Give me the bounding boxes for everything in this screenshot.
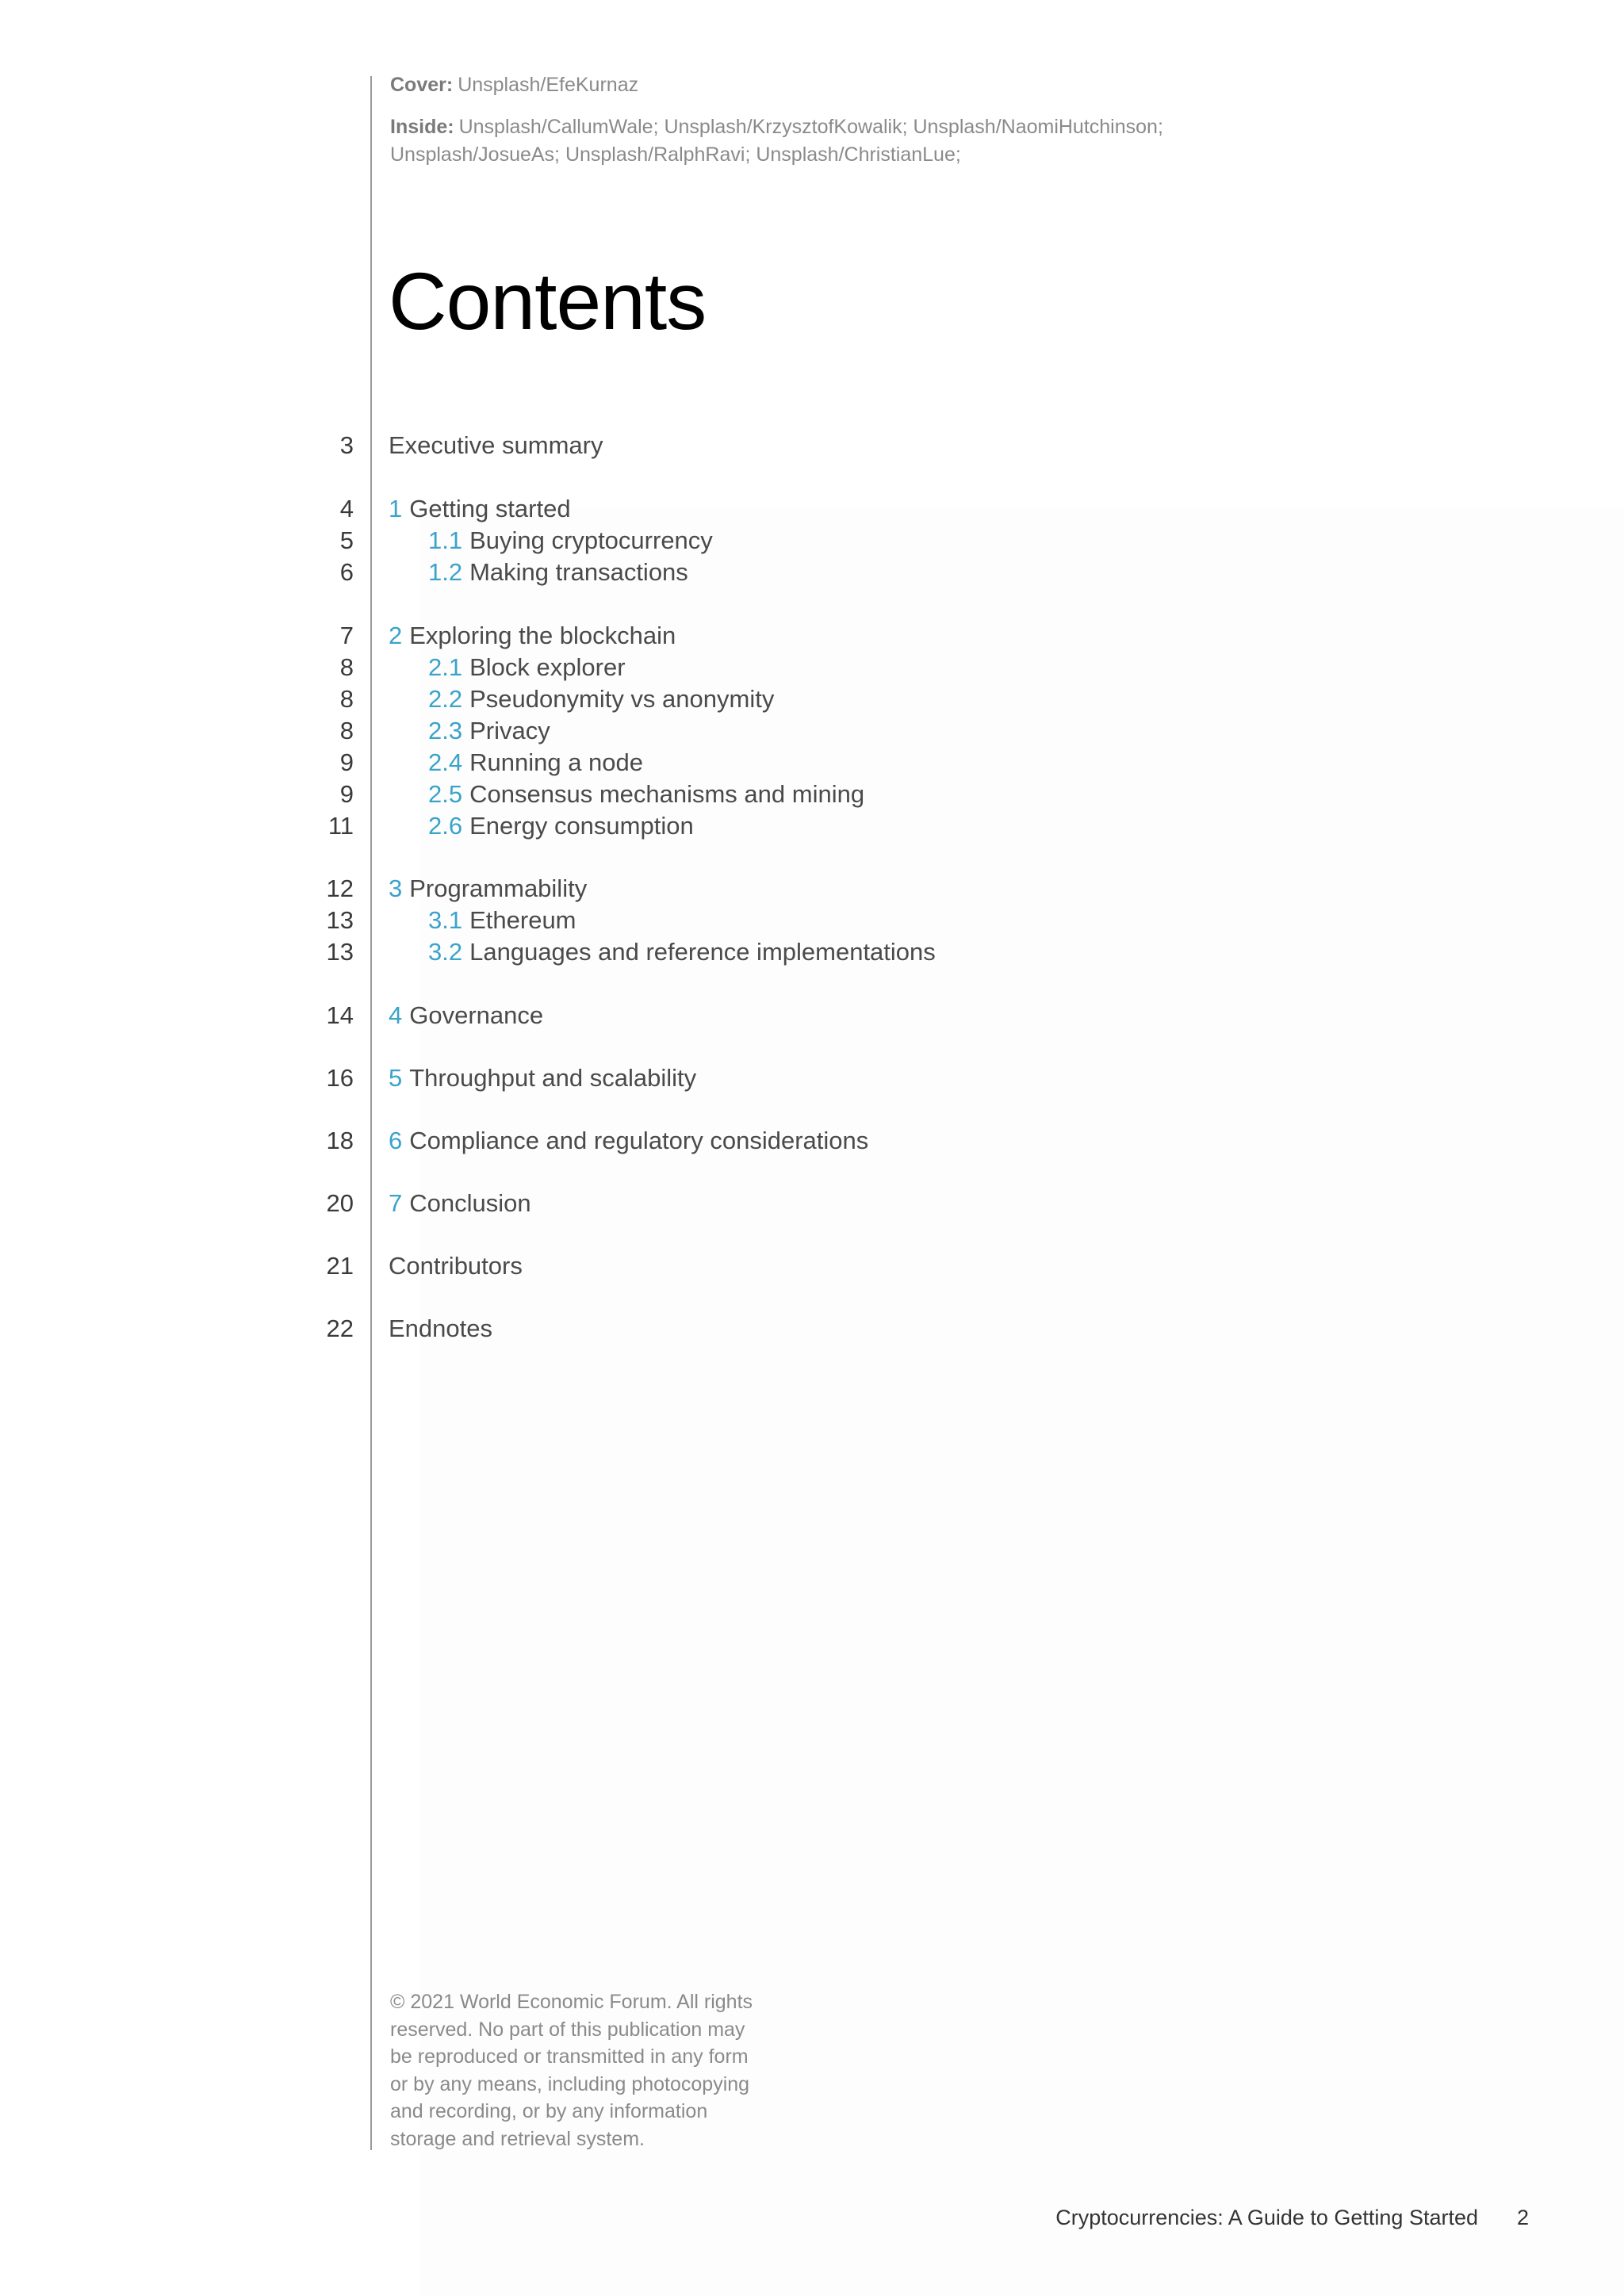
toc-entry[interactable] (428, 905, 576, 936)
toc-entry[interactable] (428, 747, 643, 779)
cover-credit-label: Cover: (390, 74, 454, 96)
toc-entry[interactable] (389, 873, 587, 905)
toc-row[interactable] (0, 683, 1624, 715)
toc-section-number: 3.2 (428, 938, 463, 966)
toc-row[interactable] (0, 557, 1624, 588)
photo-credits (390, 71, 1262, 183)
toc-row[interactable] (0, 652, 1624, 683)
toc-section-label: Energy consumption (469, 812, 694, 840)
toc-entry[interactable] (428, 810, 694, 842)
copyright-line: and recording, or by any information (390, 2100, 708, 2122)
toc-page-number: 3 (339, 431, 354, 459)
toc-page-number: 20 (326, 1189, 354, 1217)
toc-section-number: 6 (389, 1127, 403, 1154)
copyright-line: storage and retrieval system. (390, 2127, 645, 2150)
toc-entry[interactable] (428, 715, 550, 747)
toc-section-number: 4 (389, 1001, 403, 1029)
toc-page-number: 22 (326, 1314, 354, 1342)
toc-section-number: 2 (389, 622, 403, 649)
page-footer (793, 2204, 1529, 2231)
toc-section-label: Ethereum (469, 906, 576, 934)
toc-section-label: Exploring the blockchain (409, 622, 676, 649)
toc-section-number: 2.5 (428, 780, 463, 808)
toc-section-label: Block explorer (469, 653, 626, 681)
toc-section-number: 2.3 (428, 717, 463, 744)
toc-section-number: 2.6 (428, 812, 463, 840)
toc-page-number: 21 (326, 1252, 354, 1280)
inside-credit (390, 113, 1262, 169)
footer-document-title: Cryptocurrencies: A Guide to Getting Started (1055, 2206, 1478, 2229)
toc-section-label: Consensus mechanisms and mining (469, 780, 865, 808)
toc-entry[interactable] (389, 1188, 531, 1219)
toc-row[interactable] (0, 715, 1624, 747)
toc-page-number: 6 (339, 558, 354, 586)
toc-page-number: 9 (339, 748, 354, 776)
toc-page-number: 9 (339, 780, 354, 808)
toc-row[interactable] (0, 430, 1624, 461)
toc-page-number: 13 (326, 938, 354, 966)
toc-section-label: Getting started (409, 495, 571, 522)
toc-row[interactable] (0, 1125, 1624, 1157)
toc-row[interactable] (0, 525, 1624, 557)
toc-row[interactable] (0, 493, 1624, 525)
toc-row[interactable] (0, 779, 1624, 810)
toc-row[interactable] (0, 1062, 1624, 1094)
toc-page-number: 8 (339, 717, 354, 744)
toc-row[interactable] (0, 810, 1624, 842)
toc-section-number: 1 (389, 495, 403, 522)
toc-entry[interactable] (389, 430, 603, 461)
toc-row[interactable] (0, 1250, 1624, 1282)
toc-page-number: 13 (326, 906, 354, 934)
toc-entry[interactable] (389, 1000, 543, 1031)
toc-entry[interactable] (389, 493, 571, 525)
toc-section-label: Running a node (469, 748, 644, 776)
toc-section-number: 1.1 (428, 526, 463, 554)
footer-page-number: 2 (1516, 2206, 1529, 2229)
toc-section-number: 1.2 (428, 558, 463, 586)
toc-section-number: 5 (389, 1064, 403, 1092)
toc-row[interactable] (0, 620, 1624, 652)
toc-entry[interactable] (389, 1125, 868, 1157)
toc-section-label: Throughput and scalability (409, 1064, 697, 1092)
cover-credit-text: Unsplash/EfeKurnaz (458, 74, 639, 96)
toc-section-label: Pseudonymity vs anonymity (469, 685, 775, 713)
copyright-line: be reproduced or transmitted in any form (390, 2045, 749, 2068)
toc-entry[interactable] (428, 557, 688, 588)
toc-section-number: 2.1 (428, 653, 463, 681)
copyright-line: © 2021 World Economic Forum. All rights (390, 1991, 753, 2013)
toc-section-number: 2.2 (428, 685, 463, 713)
toc-entry[interactable] (389, 1062, 696, 1094)
copyright-line: or by any means, including photocopying (390, 2072, 750, 2095)
toc-row[interactable] (0, 1313, 1624, 1345)
toc-page-number: 12 (326, 874, 354, 902)
toc-page-number: 14 (326, 1001, 354, 1029)
toc-section-number: 7 (389, 1189, 403, 1217)
toc-section-label: Making transactions (469, 558, 688, 586)
toc-section-number: 3 (389, 874, 403, 902)
toc-page-number: 8 (339, 653, 354, 681)
toc-section-label: Programmability (409, 874, 588, 902)
toc-row[interactable] (0, 747, 1624, 779)
inside-credit-line2: Unsplash/JosueAs; Unsplash/RalphRavi; Unsplash/ChristianLue; (390, 144, 961, 166)
toc-entry[interactable] (428, 779, 864, 810)
toc-entry[interactable] (428, 525, 713, 557)
cover-credit (390, 71, 1262, 99)
toc-row[interactable] (0, 936, 1624, 968)
toc-page-number: 18 (326, 1127, 354, 1154)
inside-credit-label: Inside: (390, 116, 454, 138)
vertical-rule (370, 76, 372, 2150)
copyright-line: reserved. No part of this publication may (390, 2018, 745, 2041)
toc-entry[interactable] (428, 652, 626, 683)
toc-page-number: 5 (339, 526, 354, 554)
toc-row[interactable] (0, 905, 1624, 936)
toc-section-label: Contributors (389, 1252, 523, 1280)
toc-page-number: 11 (327, 812, 354, 840)
toc-entry[interactable] (389, 620, 676, 652)
toc-entry[interactable] (389, 1250, 523, 1282)
toc-page-number: 7 (339, 622, 354, 649)
toc-section-label: Conclusion (409, 1189, 531, 1217)
toc-section-label: Languages and reference implementations (469, 938, 936, 966)
copyright-notice (390, 1988, 802, 2152)
toc-row[interactable] (0, 1188, 1624, 1219)
toc-page-number: 8 (339, 685, 354, 713)
toc-section-number: 3.1 (428, 906, 463, 934)
toc-section-number: 2.4 (428, 748, 463, 776)
toc-entry[interactable] (428, 683, 774, 715)
inside-credit-line1: Unsplash/CallumWale; Unsplash/KrzysztofKowalik; Unsplash/NaomiHutchinson; (458, 116, 1163, 138)
toc-page-number: 4 (339, 495, 354, 522)
toc-section-label: Governance (409, 1001, 544, 1029)
toc-section-label: Endnotes (389, 1314, 492, 1342)
toc-section-label: Executive summary (389, 431, 603, 459)
toc-row[interactable] (0, 1000, 1624, 1031)
toc-entry[interactable] (389, 1313, 492, 1345)
toc-entry[interactable] (428, 936, 936, 968)
toc-section-label: Compliance and regulatory considerations (409, 1127, 869, 1154)
toc-page-number: 16 (326, 1064, 354, 1092)
toc-section-label: Buying cryptocurrency (469, 526, 713, 554)
toc-section-label: Privacy (469, 717, 550, 744)
page-title: Contents (389, 256, 707, 346)
toc-row[interactable] (0, 873, 1624, 905)
